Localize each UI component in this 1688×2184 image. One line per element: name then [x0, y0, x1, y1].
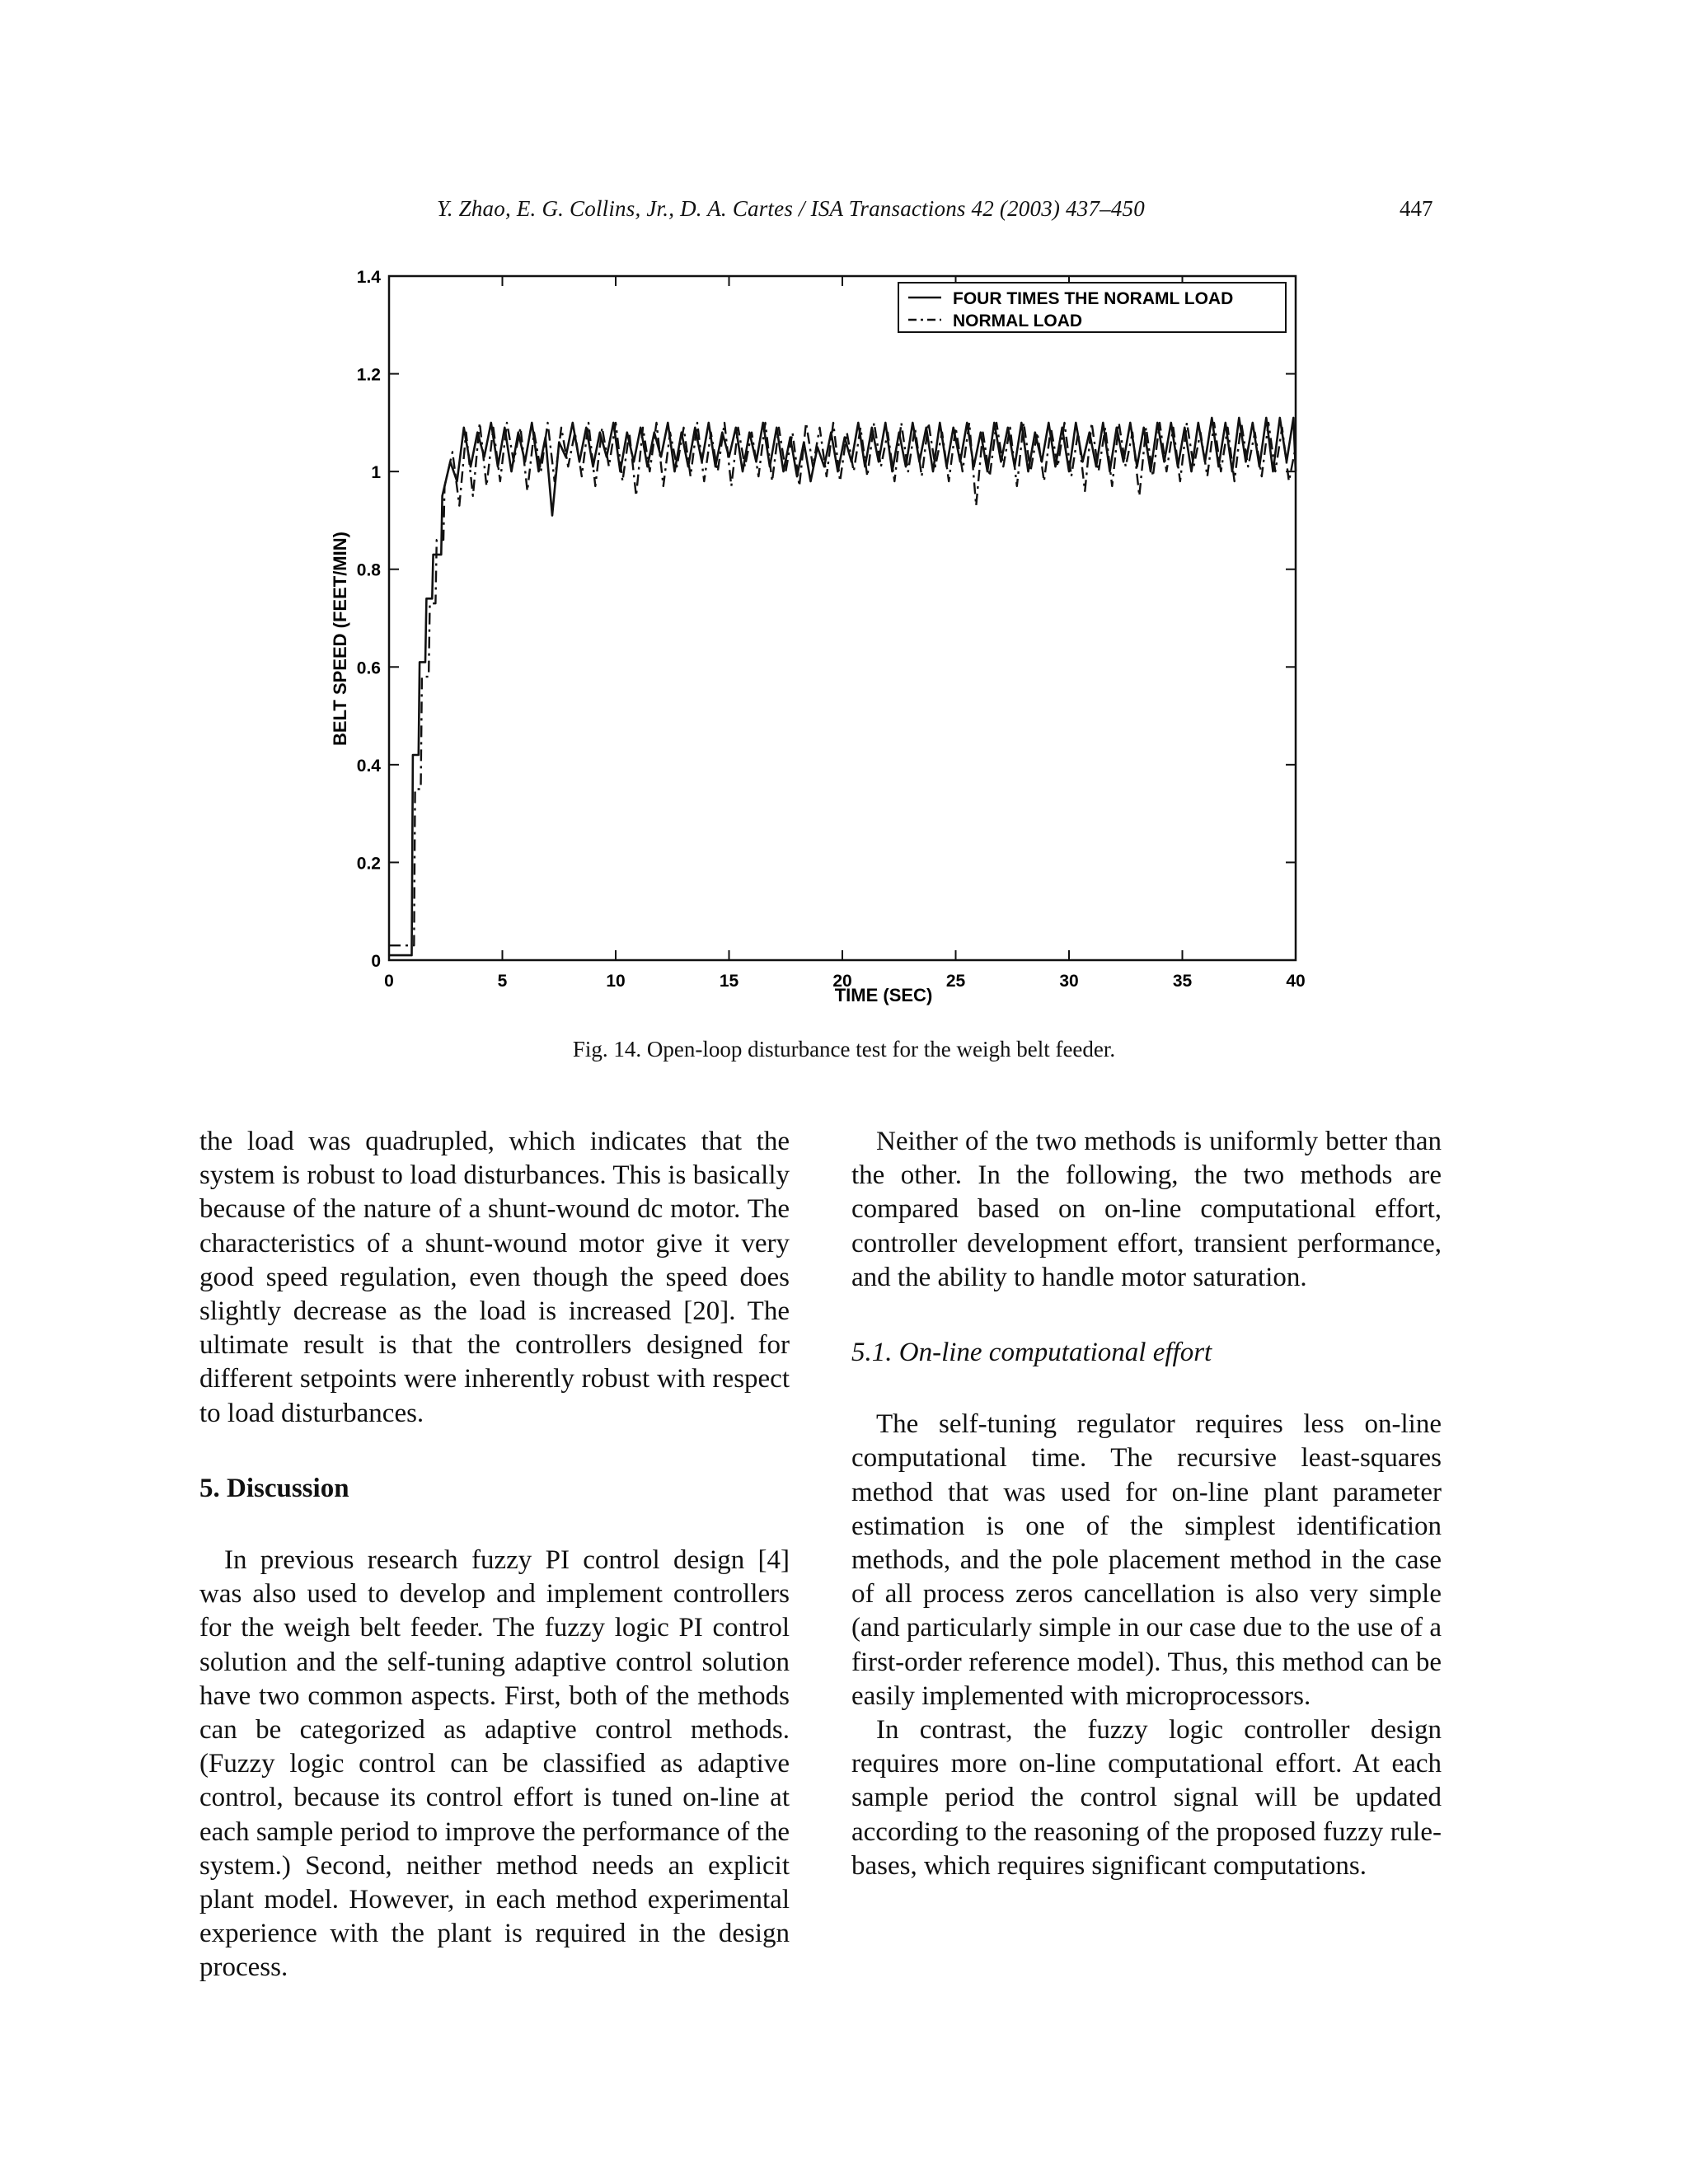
section-heading-discussion: 5. Discussion [199, 1473, 349, 1503]
y-tick-label: 1 [371, 463, 381, 483]
y-tick-label: 0.8 [356, 560, 381, 580]
x-tick-label: 30 [1059, 972, 1079, 991]
running-head: Y. Zhao, E. G. Collins, Jr., D. A. Cartes / ISA Transactions 42 (2003) 437–450 [437, 196, 1145, 221]
y-tick-label: 1.4 [356, 268, 381, 287]
x-tick-label: 15 [719, 972, 739, 991]
page-number: 447 [1400, 196, 1433, 221]
left-paragraph-1: the load was quadrupled, which indicates that the system is robust to load disturbances. This is basically because of the nature of a shunt-wound dc motor. The characteristics of a shunt-wound motor give it very good speed regulation, even though the speed does slightly decrease as the load is increased [20]. The ultimate result is that the controllers designed for different setpoints were inherently robust with respect to load disturbances. [199, 1127, 790, 1428]
right-paragraph-3: In contrast, the fuzzy logic controller design requires more on-line computational effort. At each sample period the control signal will be updated according to the reasoning of the proposed fuzzy rule-bases, which requires significant computations. [851, 1715, 1442, 1881]
x-tick-label: 25 [945, 972, 966, 991]
right-column [851, 1125, 1442, 1883]
y-tick-label: 0 [371, 952, 381, 971]
right-paragraph-2: The self-tuning regulator requires less on-line computational time. The recursive least-squares method that was used for on-line plant parameter estimation is one of the simplest identification methods, and the pole placement method in the case of all process zeros cancellation is also very simple (and particularly simple in our case due to the use of a first-order reference model). Thus, this method can be easily implemented with microprocessors. [851, 1409, 1442, 1711]
x-tick-label: 0 [384, 972, 394, 991]
plot-frame [389, 276, 1296, 960]
subsection-heading-computational-effort: 5.1. On-line computational effort [851, 1338, 1212, 1368]
legend-label: FOUR TIMES THE NORAML LOAD [953, 289, 1234, 308]
y-tick-label: 1.2 [356, 365, 381, 385]
legend-label: NORMAL LOAD [953, 312, 1083, 330]
x-tick-label: 20 [832, 972, 852, 991]
x-tick-label: 10 [606, 972, 626, 991]
left-column [199, 1125, 790, 1985]
figure-14-chart [313, 255, 1335, 1014]
x-tick-label: 35 [1172, 972, 1193, 991]
series-line-four-times-load [389, 418, 1296, 955]
x-tick-label: 5 [497, 972, 508, 991]
x-tick-label: 40 [1286, 972, 1306, 991]
x-axis-label: TIME (SEC) [834, 985, 933, 1005]
y-tick-label: 0.6 [356, 658, 381, 678]
figure-caption: Fig. 14. Open-loop disturbance test for the weigh belt feeder. [572, 1037, 1116, 1062]
y-axis-label: BELT SPEED (FEET/MIN) [330, 532, 350, 746]
left-paragraph-2: In previous research fuzzy PI control design [4] was also used to develop and implement controllers for the weigh belt feeder. The fuzzy logic PI control solution and the self-tuning adaptive control solution have two common aspects. First, both of the methods can be categorized as adaptive control methods. (Fuzzy logic control can be classified as adaptive control, because its control effort is tuned on-line at each sample period to improve the performance of the system.) Second, neither method needs an explicit plant model. However, in each method experimental experience with the plant is required in the design process. [199, 1545, 790, 1983]
series-line-normal-load [389, 423, 1296, 945]
y-tick-label: 0.2 [356, 854, 381, 874]
right-paragraph-1: Neither of the two methods is uniformly better than the other. In the following, the two methods are compared based on on-line computational effort, controller development effort, transient performance, and the ability to handle motor saturation. [851, 1127, 1442, 1292]
y-tick-label: 0.4 [356, 756, 381, 776]
